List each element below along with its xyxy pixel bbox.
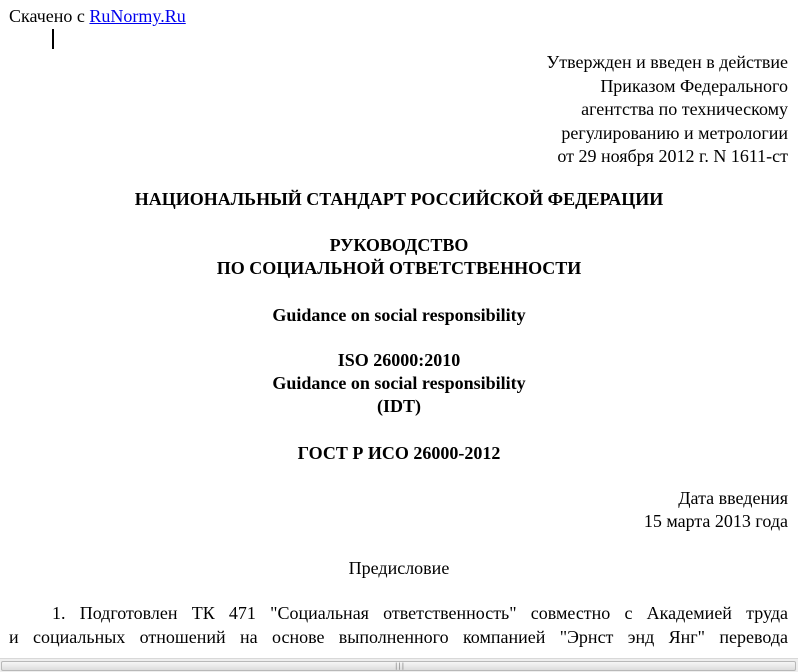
approval-line: от 29 ноября 2012 г. N 1611-ст	[557, 146, 788, 166]
approval-line: агентства по техническому	[581, 99, 788, 119]
paragraph-line: 1. Подготовлен ТК 471 "Социальная ответственность" совместно с Академией труда	[52, 603, 788, 623]
grip-icon: |||	[395, 662, 406, 670]
iso-degree: (IDT)	[377, 396, 421, 416]
introduction-label: Дата введения	[678, 488, 788, 508]
guide-title-line: ПО СОЦИАЛЬНОЙ ОТВЕТСТВЕННОСТИ	[216, 258, 582, 278]
preface-heading: Предисловие	[348, 558, 450, 578]
iso-number: ISO 26000:2010	[337, 350, 461, 370]
standard-title: НАЦИОНАЛЬНЫЙ СТАНДАРТ РОССИЙСКОЙ ФЕДЕРАЦИИ	[134, 189, 664, 209]
approval-line: регулированию и метрологии	[561, 122, 788, 143]
preface-paragraph	[9, 602, 788, 649]
approval-block	[546, 51, 788, 169]
source-line	[9, 5, 186, 27]
introduction-date-block	[644, 487, 788, 533]
guide-title-line: РУКОВОДСТВО	[329, 235, 469, 255]
scrollbar-thumb[interactable]	[1, 661, 796, 671]
source-link[interactable]: RuNormy.Ru	[89, 6, 186, 26]
approval-line: Утвержден и введен в действие	[546, 52, 788, 72]
guide-title-english: Guidance on social responsibility	[272, 305, 526, 325]
iso-reference	[0, 349, 798, 418]
horizontal-scrollbar[interactable]	[0, 658, 798, 672]
source-prefix: Скачено с	[9, 6, 90, 26]
guide-title	[0, 234, 798, 280]
approval-line: Приказом Федерального	[600, 75, 788, 96]
introduction-date: 15 марта 2013 года	[643, 511, 788, 531]
gost-number: ГОСТ Р ИСО 26000-2012	[297, 443, 501, 463]
text-cursor	[52, 29, 54, 49]
paragraph-line: и социальных отношений на основе выполненного компанией "Эрнст энд Янг" перевода	[9, 626, 788, 647]
iso-title: Guidance on social responsibility	[272, 373, 526, 393]
